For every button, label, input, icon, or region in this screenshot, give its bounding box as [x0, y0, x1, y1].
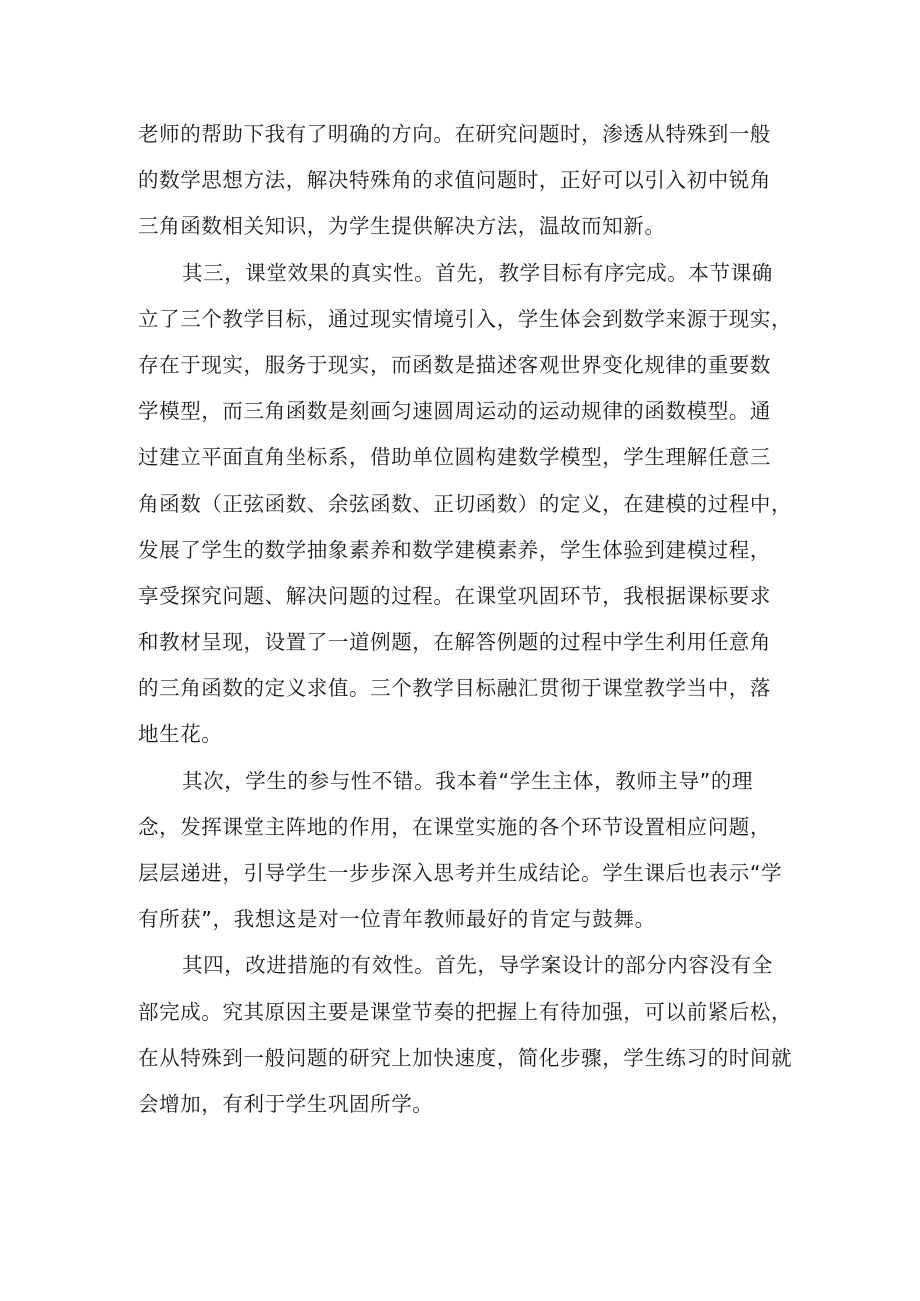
text-line: 享受探究问题、解决问题的过程。在课堂巩固环节，我根据课标要求	[138, 583, 771, 608]
text-line: 其三，课堂效果的真实性。首先，教学目标有序完成。本节课确	[182, 260, 773, 285]
text-line: 念，发挥课堂主阵地的作用，在课堂实施的各个环节设置相应问题，	[138, 814, 771, 839]
text-line: 和教材呈现，设置了一道例题，在解答例题的过程中学生利用任意角	[138, 630, 771, 655]
text-line: 在从特殊到一般问题的研究上加快速度，简化步骤，学生练习的时间就	[138, 1045, 793, 1070]
paragraph-continuation	[138, 111, 794, 250]
text-line: 学模型，而三角函数是刻画匀速圆周运动的运动规律的函数模型。通	[138, 399, 771, 424]
paragraph-student-participation	[138, 758, 794, 943]
text-line: 的三角函数的定义求值。三个教学目标融汇贯彻于课堂教学当中，落	[138, 676, 771, 701]
document-body	[138, 111, 794, 1127]
text-line: 部完成。究其原因主要是课堂节奏的把握上有待加强，可以前紧后松，	[138, 999, 793, 1024]
text-line: 角函数（正弦函数、余弦函数、正切函数）的定义，在建模的过程中，	[138, 491, 793, 516]
text-line: 发展了学生的数学抽象素养和数学建模素养，学生体验到建模过程，	[138, 537, 771, 562]
text-line: 其次，学生的参与性不错。我本着“学生主体，教师主导”的理	[182, 768, 754, 793]
paragraph-improvement-measures	[138, 942, 794, 1127]
text-line: 立了三个教学目标，通过现实情境引入，学生体会到数学来源于现实，	[138, 306, 793, 331]
text-line: 地生花。	[138, 722, 223, 747]
text-line: 存在于现实，服务于现实，而函数是描述客观世界变化规律的重要数	[138, 352, 771, 377]
text-line: 老师的帮助下我有了明确的方向。在研究问题时，渗透从特殊到一般	[138, 122, 771, 146]
text-line: 过建立平面直角坐标系，借助单位圆构建数学模型，学生理解任意三	[138, 445, 771, 470]
paragraph-classroom-effect	[138, 250, 794, 758]
text-line: 层层递进，引导学生一步步深入思考并生成结论。学生课后也表示“学	[138, 861, 783, 885]
text-line: 有所获”，我想这是对一位青年教师最好的肯定与鼓舞。	[138, 907, 656, 932]
text-line: 的数学思想方法，解决特殊角的求值问题时，正好可以引入初中锐角	[138, 168, 771, 193]
text-line: 其四，改进措施的有效性。首先，导学案设计的部分内容没有全	[182, 953, 773, 978]
text-line: 会增加，有利于学生巩固所学。	[138, 1091, 434, 1116]
text-line: 三角函数相关知识，为学生提供解决方法，温故而知新。	[138, 214, 666, 239]
